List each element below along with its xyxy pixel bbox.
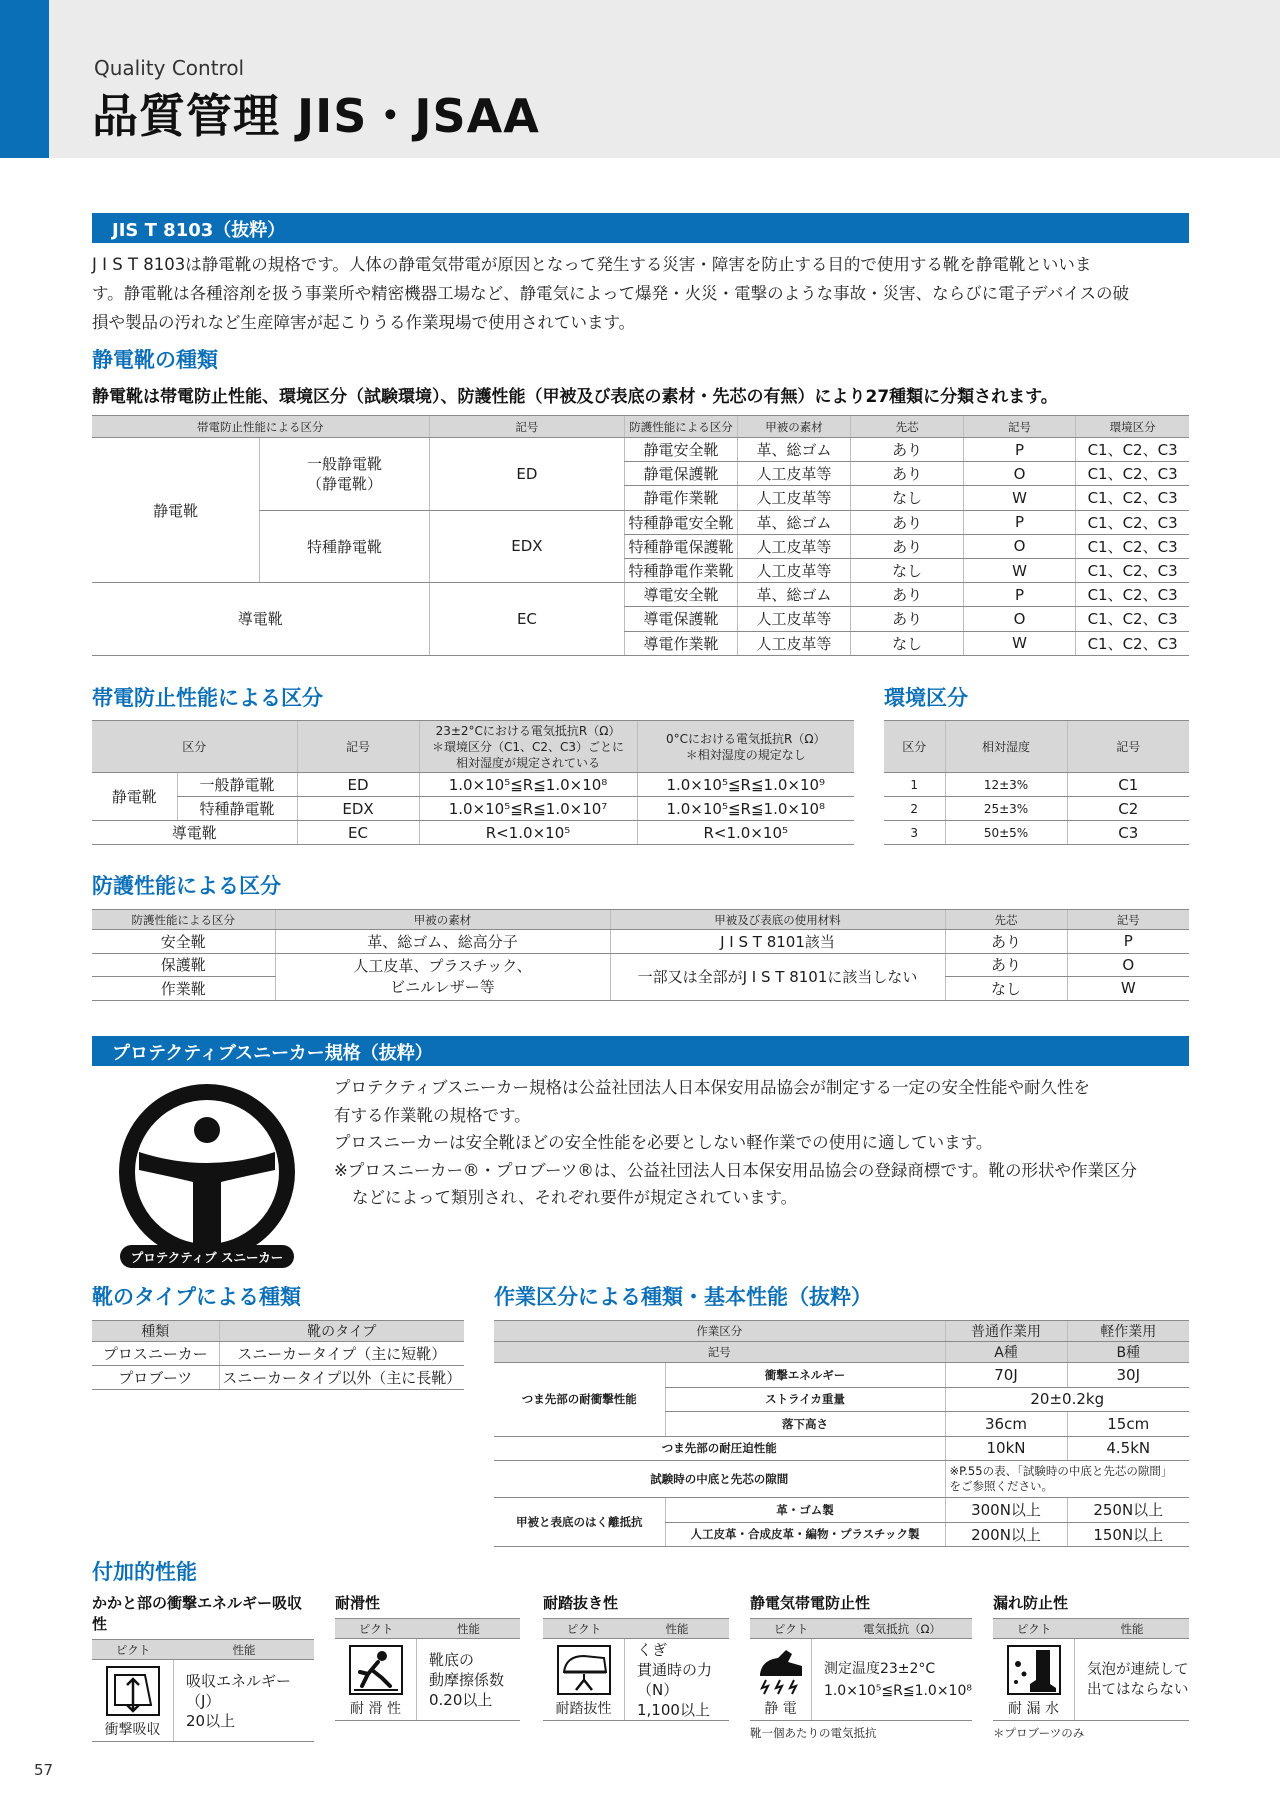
t1-cell: 人工皮革等 xyxy=(737,607,851,631)
header-subtitle: Quality Control xyxy=(94,56,245,80)
t6-cell: 革・ゴム製 xyxy=(665,1498,945,1523)
addl-title: 静電気帯電防止性 xyxy=(750,1594,871,1612)
addl-head xyxy=(335,1618,520,1639)
t4-header: 防護性能による区分 xyxy=(92,910,275,930)
page-header xyxy=(0,0,1280,158)
t5-cell: プロスニーカー xyxy=(92,1342,219,1366)
t1-cell: 人工皮革等 xyxy=(737,462,851,486)
t1-cell: あり xyxy=(851,534,963,558)
t5-cell: スニーカータイプ以外（主に長靴） xyxy=(219,1366,464,1390)
sneaker-para-line: プロテクティブスニーカー規格は公益社団法人日本保安用品協会が制定する一定の安全性能や耐久性を xyxy=(334,1078,1091,1097)
t4-header: 先芯 xyxy=(945,910,1067,930)
addl-pict xyxy=(92,1660,174,1741)
t1-header: 記号 xyxy=(429,416,625,438)
addl-pict-label: 衝撃吸収 xyxy=(104,1722,161,1738)
addl-pict-label: 耐 漏 水 xyxy=(1008,1701,1059,1717)
t1-group-conductive: 導電靴 xyxy=(92,583,429,656)
t1-cell: C1、C2、C3 xyxy=(1076,607,1189,631)
jis-para-line: J I S T 8103は静電靴の規格です。人体の静電気帯電が原因となって発生する災害・障害を防止する目的で使用する靴を静電靴といいま xyxy=(92,255,1092,274)
environment-table xyxy=(884,720,1189,845)
t4-cell: P xyxy=(1067,930,1189,954)
addl-slip xyxy=(335,1592,520,1721)
t1-cell: W xyxy=(963,558,1075,582)
t1-cell: C1、C2、C3 xyxy=(1076,510,1189,534)
t2-cell: R<1.0×10⁵ xyxy=(637,821,854,845)
t1-header: 帯電防止性能による区分 xyxy=(92,416,429,438)
t2-cell: 1.0×10⁵≦R≦1.0×10⁸ xyxy=(419,773,637,797)
t1-cell: 人工皮革等 xyxy=(737,534,851,558)
addl-pict-label: 耐 滑 性 xyxy=(350,1701,401,1717)
addl-head-perf: 性能 xyxy=(232,1642,256,1657)
t1-group-special: 特種静電靴 xyxy=(260,510,429,583)
t5-cell: スニーカータイプ（主に短靴） xyxy=(219,1342,464,1366)
t2-cell: 1.0×10⁵≦R≦1.0×10⁸ xyxy=(637,797,854,821)
t1-header: 環境区分 xyxy=(1076,416,1189,438)
t1-cell: なし xyxy=(851,486,963,510)
t2-cell: 一般静電靴 xyxy=(177,773,297,797)
t4-cell: 保護靴 xyxy=(92,953,275,977)
sneaker-para-line: などによって類別され、それぞれ要件が規定されています。 xyxy=(352,1188,798,1207)
t1-cell: 静電作業靴 xyxy=(625,486,737,510)
t1-cell: なし xyxy=(851,558,963,582)
antistatic-heading: 帯電防止性能による区分 xyxy=(92,686,323,710)
protection-heading: 防護性能による区分 xyxy=(92,874,281,898)
t1-code: ED xyxy=(429,438,625,511)
t1-cell: C1、C2、C3 xyxy=(1076,558,1189,582)
shoe-type-table xyxy=(92,1320,464,1390)
additional-heading: 付加的性能 xyxy=(92,1560,197,1584)
protective-sneaker-logo-icon xyxy=(117,1082,297,1262)
t1-header: 防護性能による区分 xyxy=(625,416,737,438)
t6-cell: 試験時の中底と先芯の隙間 xyxy=(494,1461,945,1498)
t1-cell: 特種静電作業靴 xyxy=(625,558,737,582)
t2-cell: 特種静電靴 xyxy=(177,797,297,821)
addl-pict xyxy=(993,1639,1075,1720)
t2-group-static: 静電靴 xyxy=(92,773,177,821)
t2-cell: ED xyxy=(297,773,419,797)
t1-cell: C1、C2、C3 xyxy=(1076,631,1189,655)
t5-header: 種類 xyxy=(92,1321,219,1342)
addl-head-pict: ピクト xyxy=(115,1642,151,1657)
t1-cell: あり xyxy=(851,438,963,462)
t1-cell: P xyxy=(963,583,1075,607)
t4-cell: 革、総ゴム、総高分子 xyxy=(275,930,610,954)
addl-head-pict: ピクト xyxy=(566,1621,602,1636)
t2-cell: R<1.0×10⁵ xyxy=(419,821,637,845)
t3-header: 区分 xyxy=(884,721,945,773)
t3-cell: C3 xyxy=(1067,821,1189,845)
static-shoe-types-table xyxy=(92,415,1189,656)
t6-header: B種 xyxy=(1067,1342,1189,1363)
t4-cell: W xyxy=(1067,977,1189,1001)
t1-cell: C1、C2、C3 xyxy=(1076,583,1189,607)
addl-antistatic xyxy=(750,1592,972,1741)
t2-header: 区分 xyxy=(92,721,297,773)
t6-cell: 30J xyxy=(1067,1363,1189,1388)
t6-cell: 4.5kN xyxy=(1067,1436,1189,1461)
t6-cell: 落下高さ xyxy=(665,1412,945,1437)
t6-gap-note: ※P.55の表、「試験時の中底と先芯の隙間」 をご参照ください。 xyxy=(945,1461,1189,1498)
t6-cell: 36cm xyxy=(945,1412,1067,1437)
types-lead: 静電靴は帯電防止性能、環境区分（試験環境）、防護性能（甲被及び表底の素材・先芯の有無）により27種類に分類されます。 xyxy=(92,387,1058,407)
t6-peel-label: 甲被と表底のはく離抵抗 xyxy=(494,1498,665,1547)
addl-title: 耐滑性 xyxy=(335,1594,381,1612)
t1-cell: W xyxy=(963,631,1075,655)
work-class-table xyxy=(494,1320,1189,1547)
header-accent-bar xyxy=(0,0,49,158)
t2-cell: 導電靴 xyxy=(92,821,297,845)
t3-cell: 2 xyxy=(884,797,945,821)
t1-cell: 導電作業靴 xyxy=(625,631,737,655)
shoe-type-heading: 靴のタイプによる種類 xyxy=(92,1285,301,1309)
t3-cell: C1 xyxy=(1067,773,1189,797)
t1-cell: 人工皮革等 xyxy=(737,486,851,510)
t2-cell: EC xyxy=(297,821,419,845)
t1-cell: 人工皮革等 xyxy=(737,558,851,582)
addl-head-perf: 性能 xyxy=(457,1621,480,1636)
jis-para-line: す。静電靴は各種溶剤を扱う事業所や精密機器工場など、静電気によって爆発・火災・電撃のような事故・災害、ならびに電子デバイスの破 xyxy=(92,284,1130,303)
t6-cell: ストライカ重量 xyxy=(665,1387,945,1412)
t1-cell: なし xyxy=(851,631,963,655)
t1-cell: あり xyxy=(851,462,963,486)
t1-cell: 革、総ゴム xyxy=(737,438,851,462)
page-number: 57 xyxy=(34,1761,54,1779)
puncture-resistant-icon xyxy=(556,1644,612,1696)
t1-cell: C1、C2、C3 xyxy=(1076,534,1189,558)
t6-impact-label: つま先部の耐衝撃性能 xyxy=(494,1363,665,1437)
t1-cell: 静電安全靴 xyxy=(625,438,737,462)
t4-merged-usage: 一部又は全部がJ I S T 8101に該当しない xyxy=(610,953,945,1000)
addl-perf: くぎ 貫通時の力（N） 1,100以上 xyxy=(637,1640,713,1719)
t1-cell: 導電安全靴 xyxy=(625,583,737,607)
t1-header: 記号 xyxy=(963,416,1075,438)
t6-cell: 10kN xyxy=(945,1436,1067,1461)
addl-pict xyxy=(335,1639,417,1720)
t6-cell: 人工皮革・合成皮革・編物・プラスチック製 xyxy=(665,1522,945,1547)
addl-perf: 測定温度23±2°C 1.0×10⁵≦R≦1.0×10⁸ xyxy=(823,1660,972,1699)
page-title: 品質管理 JIS・JSAA xyxy=(92,89,540,143)
t4-header: 記号 xyxy=(1067,910,1189,930)
t1-cell: 人工皮革等 xyxy=(737,631,851,655)
jis-para-line: 損や製品の汚れなど生産障害が起こりうる作業現場で使用されています。 xyxy=(92,313,636,332)
addl-body xyxy=(335,1639,520,1721)
addl-body xyxy=(92,1660,314,1742)
addl-title: 耐踏抜き性 xyxy=(543,1594,619,1612)
logo-label: プロテクティブ スニーカー xyxy=(120,1245,294,1268)
section-bar-jis: JIS T 8103（抜粋） xyxy=(92,213,1189,243)
t6-header: 作業区分 xyxy=(494,1321,945,1342)
t1-cell: W xyxy=(963,486,1075,510)
t5-cell: プロブーツ xyxy=(92,1366,219,1390)
static-electricity-icon xyxy=(752,1644,808,1696)
t4-merged-material: 人工皮革、プラスチック、 ビニルレザー等 xyxy=(275,953,610,1000)
t6-cell: 250N以上 xyxy=(1067,1498,1189,1523)
t6-header: 軽作業用 xyxy=(1067,1321,1189,1342)
t6-cell: 20±0.2kg xyxy=(945,1387,1189,1412)
t1-cell: あり xyxy=(851,607,963,631)
t6-cell: 15cm xyxy=(1067,1412,1189,1437)
addl-perf: 靴底の 動摩擦係数 0.20以上 xyxy=(429,1650,505,1709)
t1-group-general: 一般静電靴 （静電靴） xyxy=(260,438,429,511)
addl-head xyxy=(993,1618,1189,1639)
t4-cell: あり xyxy=(945,953,1067,977)
jis-paragraph xyxy=(92,250,1192,337)
t2-header: 23±2°Cにおける電気抵抗R（Ω） ＊環境区分（C1、C2、C3）ごとに 相対湿度が規定されている xyxy=(419,721,637,773)
t1-cell: 静電保護靴 xyxy=(625,462,737,486)
environment-heading: 環境区分 xyxy=(884,686,968,710)
t6-cell: 70J xyxy=(945,1363,1067,1388)
addl-head-pict: ピクト xyxy=(1016,1621,1052,1636)
t1-cell: O xyxy=(963,462,1075,486)
addl-head-resist: 電気抵抗（Ω） xyxy=(863,1621,941,1636)
work-class-heading: 作業区分による種類・基本性能（抜粋） xyxy=(494,1285,872,1309)
addl-head xyxy=(92,1639,314,1660)
t4-cell: あり xyxy=(945,930,1067,954)
t4-cell: O xyxy=(1067,953,1189,977)
protection-table xyxy=(92,909,1189,1001)
t3-cell: C2 xyxy=(1067,797,1189,821)
t3-cell: 1 xyxy=(884,773,945,797)
t6-cell: つま先部の耐圧迫性能 xyxy=(494,1436,945,1461)
t1-cell: O xyxy=(963,534,1075,558)
t6-cell: 衝撃エネルギー xyxy=(665,1363,945,1388)
t1-code: EC xyxy=(429,583,625,656)
addl-pict-label: 耐踏抜性 xyxy=(555,1701,612,1717)
t2-header: 記号 xyxy=(297,721,419,773)
addl-title: かかと部の衝撃エネルギー吸収性 xyxy=(92,1594,303,1633)
t1-group-static: 静電靴 xyxy=(92,438,260,583)
t2-cell: 1.0×10⁵≦R≦1.0×10⁷ xyxy=(419,797,637,821)
types-heading: 静電靴の種類 xyxy=(92,348,218,372)
t6-header: A種 xyxy=(945,1342,1067,1363)
t1-cell: 革、総ゴム xyxy=(737,583,851,607)
t1-cell: 革、総ゴム xyxy=(737,510,851,534)
t4-cell: なし xyxy=(945,977,1067,1001)
antistatic-table xyxy=(92,720,854,845)
t1-cell: あり xyxy=(851,510,963,534)
addl-shock xyxy=(92,1592,314,1742)
t1-cell: 特種静電安全靴 xyxy=(625,510,737,534)
t1-code: EDX xyxy=(429,510,625,583)
t6-cell: 300N以上 xyxy=(945,1498,1067,1523)
sneaker-para-line: プロスニーカーは安全靴ほどの安全性能を必要としない軽作業での使用に適しています。 xyxy=(334,1133,993,1152)
t3-header: 相対湿度 xyxy=(945,721,1067,773)
t1-cell: あり xyxy=(851,583,963,607)
t3-cell: 25±3% xyxy=(945,797,1067,821)
addl-puncture xyxy=(543,1592,729,1721)
t1-cell: C1、C2、C3 xyxy=(1076,486,1189,510)
t1-header: 先芯 xyxy=(851,416,963,438)
addl-body xyxy=(750,1639,972,1721)
t2-cell: EDX xyxy=(297,797,419,821)
waterproof-boot-icon xyxy=(1006,1644,1062,1696)
sneaker-paragraph xyxy=(334,1074,1194,1212)
t1-cell: O xyxy=(963,607,1075,631)
t2-cell: 1.0×10⁵≦R≦1.0×10⁹ xyxy=(637,773,854,797)
addl-head-pict: ピクト xyxy=(773,1621,809,1636)
shock-absorb-icon xyxy=(105,1665,161,1717)
addl-head xyxy=(543,1618,729,1639)
addl-head-perf: 性能 xyxy=(665,1621,689,1636)
t4-header: 甲被の素材 xyxy=(275,910,610,930)
t6-header: 記号 xyxy=(494,1342,945,1363)
t1-cell: C1、C2、C3 xyxy=(1076,438,1189,462)
addl-perf: 気泡が連続して 出てはならない xyxy=(1087,1661,1189,1698)
t5-header: 靴のタイプ xyxy=(219,1321,464,1342)
section-bar-sneaker: プロテクティブスニーカー規格（抜粋） xyxy=(92,1036,1189,1066)
addl-pict xyxy=(750,1639,812,1720)
t3-cell: 50±5% xyxy=(945,821,1067,845)
addl-body xyxy=(543,1639,729,1721)
addl-pict xyxy=(543,1639,625,1720)
t3-cell: 12±3% xyxy=(945,773,1067,797)
addl-note: 靴一個あたりの電気抵抗 xyxy=(750,1726,877,1740)
t4-header: 甲被及び表底の使用材料 xyxy=(610,910,945,930)
addl-head xyxy=(750,1618,972,1639)
addl-head-pict: ピクト xyxy=(358,1621,394,1636)
addl-title: 漏れ防止性 xyxy=(993,1594,1069,1612)
t6-header: 普通作業用 xyxy=(945,1321,1067,1342)
t1-cell: 特種静電保護靴 xyxy=(625,534,737,558)
t4-cell: 作業靴 xyxy=(92,977,275,1001)
addl-waterproof xyxy=(993,1592,1189,1741)
slip-resistant-icon xyxy=(348,1644,404,1696)
t4-cell: 安全靴 xyxy=(92,930,275,954)
addl-note: ＊プロブーツのみ xyxy=(993,1726,1085,1740)
t6-cell: 150N以上 xyxy=(1067,1522,1189,1547)
t3-cell: 3 xyxy=(884,821,945,845)
t1-cell: P xyxy=(963,438,1075,462)
t1-cell: P xyxy=(963,510,1075,534)
addl-body xyxy=(993,1639,1189,1721)
addl-perf: 吸収エネルギー（J） 20以上 xyxy=(186,1671,292,1730)
sneaker-para-line: 有する作業靴の規格です。 xyxy=(334,1105,531,1125)
t6-cell: 200N以上 xyxy=(945,1522,1067,1547)
t1-cell: 導電保護靴 xyxy=(625,607,737,631)
t1-cell: C1、C2、C3 xyxy=(1076,462,1189,486)
t3-header: 記号 xyxy=(1067,721,1189,773)
addl-head-perf: 性能 xyxy=(1120,1621,1144,1636)
sneaker-para-line: ※プロスニーカー®・プロブーツ®は、公益社団法人日本保安用品協会の登録商標です。靴の形状や作業区分 xyxy=(334,1160,1138,1180)
t2-header: 0°Cにおける電気抵抗R（Ω） ＊相対湿度の規定なし xyxy=(637,721,854,773)
t1-header: 甲被の素材 xyxy=(737,416,851,438)
addl-pict-label: 静 電 xyxy=(764,1701,797,1717)
t4-cell: J I S T 8101該当 xyxy=(610,930,945,954)
